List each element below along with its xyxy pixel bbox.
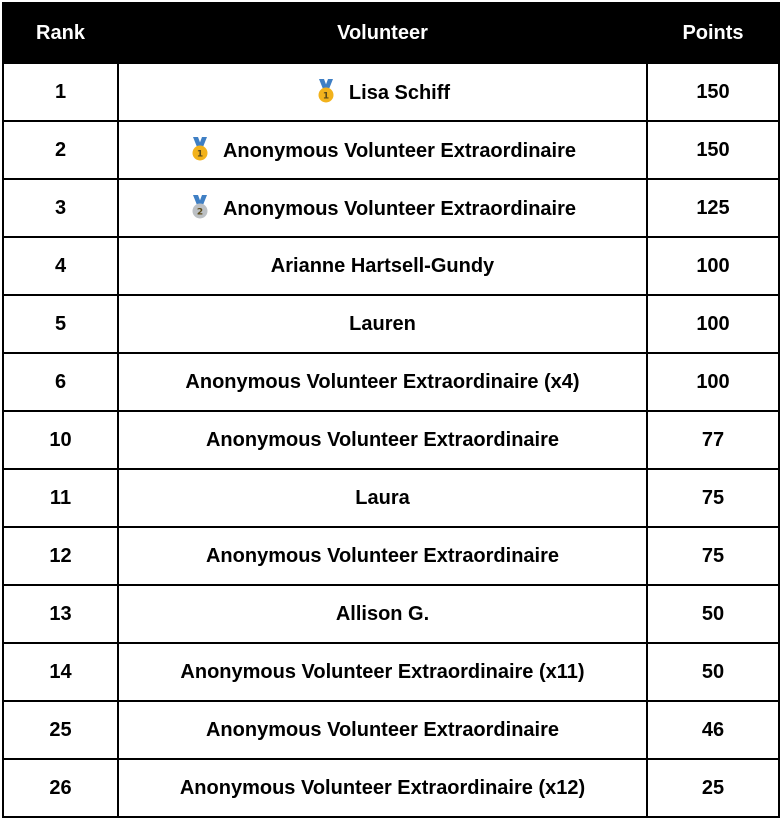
volunteer-cell [118,121,647,179]
table-row [3,121,779,179]
points-cell: 100 [647,295,779,353]
volunteer-cell [118,527,647,585]
points-cell: 77 [647,411,779,469]
volunteer-name: Allison G. [335,602,430,625]
volunteer-name: Anonymous Volunteer Extraordinaire [205,544,560,567]
volunteer-name: Anonymous Volunteer Extraordinaire (x4) [185,370,580,393]
volunteer-name: Lisa Schiff [348,82,451,104]
volunteer-name: Anonymous Volunteer Extraordinaire (x12) [179,776,586,799]
rank-cell: 25 [3,701,118,759]
volunteer-cell [118,585,647,643]
rank-cell: 3 [3,179,118,237]
table-row [3,527,779,585]
rank-cell: 11 [3,469,118,527]
volunteer-name: Arianne Hartsell-Gundy [270,254,495,277]
column-header-rank: Rank [3,3,118,63]
volunteer-cell [118,701,647,759]
silver-medal-icon [189,195,211,219]
table-row [3,295,779,353]
rank-cell: 12 [3,527,118,585]
volunteer-name: Anonymous Volunteer Extraordinaire [222,198,577,220]
table-row [3,585,779,643]
points-cell: 150 [647,63,779,121]
rank-cell: 1 [3,63,118,121]
volunteer-cell [118,411,647,469]
points-cell: 150 [647,121,779,179]
rank-cell: 6 [3,353,118,411]
volunteer-name: Lauren [349,312,416,335]
points-cell: 46 [647,701,779,759]
points-cell: 75 [647,527,779,585]
points-cell: 125 [647,179,779,237]
rank-cell: 4 [3,237,118,295]
volunteer-cell [118,469,647,527]
volunteer-name: Anonymous Volunteer Extraordinaire (x11) [180,660,585,683]
volunteer-cell [118,643,647,701]
rank-cell: 26 [3,759,118,817]
gold-medal-icon [189,137,211,161]
header-row [3,3,779,63]
medal-number: 1 [322,91,330,102]
volunteer-cell [118,63,647,121]
volunteer-name: Anonymous Volunteer Extraordinaire [205,428,560,451]
table-row [3,643,779,701]
table-row [3,179,779,237]
table-body [3,63,779,817]
column-header-points: Points [647,3,779,63]
volunteer-name: Laura [355,486,410,509]
medal-number: 1 [196,149,204,160]
points-cell: 50 [647,585,779,643]
table-row [3,759,779,817]
table-row [3,411,779,469]
table-header [3,3,779,63]
points-cell: 50 [647,643,779,701]
points-cell: 25 [647,759,779,817]
volunteer-cell [118,295,647,353]
points-cell: 100 [647,237,779,295]
rank-cell: 13 [3,585,118,643]
table-row [3,353,779,411]
rank-cell: 10 [3,411,118,469]
table-row [3,237,779,295]
volunteer-cell [118,179,647,237]
rank-cell: 5 [3,295,118,353]
rank-cell: 14 [3,643,118,701]
points-cell: 100 [647,353,779,411]
table-row [3,701,779,759]
rank-cell: 2 [3,121,118,179]
leaderboard-table [2,2,780,818]
medal-number: 2 [196,207,204,218]
points-cell: 75 [647,469,779,527]
table-row [3,469,779,527]
volunteer-name: Anonymous Volunteer Extraordinaire [205,718,560,741]
volunteer-cell [118,353,647,411]
volunteer-cell [118,759,647,817]
volunteer-cell [118,237,647,295]
volunteer-name: Anonymous Volunteer Extraordinaire [222,140,577,162]
gold-medal-icon [315,79,337,103]
column-header-volunteer: Volunteer [118,3,647,63]
table-row [3,63,779,121]
